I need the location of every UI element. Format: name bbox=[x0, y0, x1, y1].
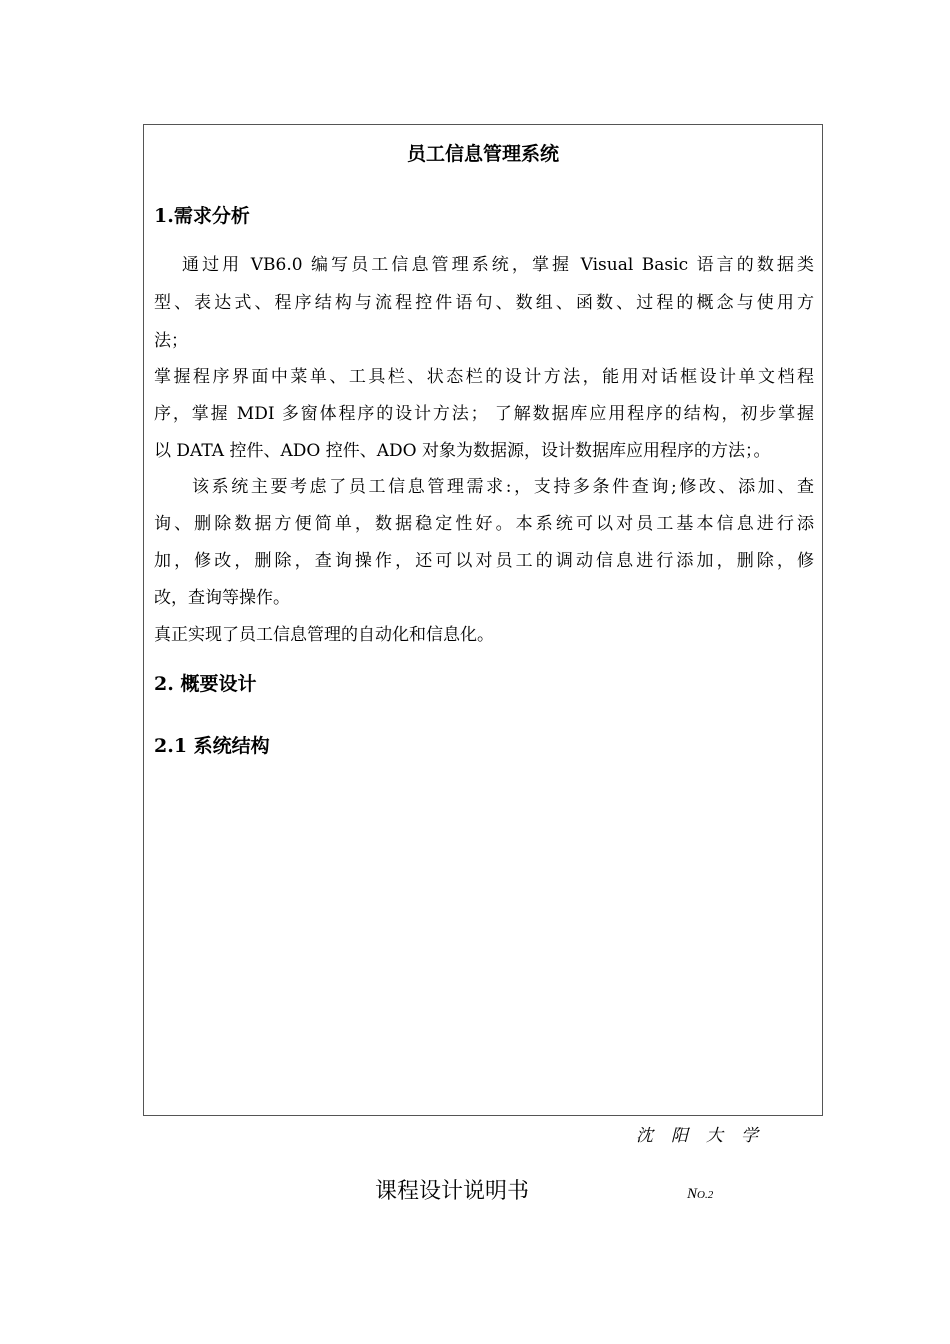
document-title: 员工信息管理系统 bbox=[406, 143, 559, 165]
document-frame bbox=[143, 124, 823, 1116]
paragraph-line: 改，查询等操作。 bbox=[154, 588, 290, 608]
paragraph-line: 该系统主要考虑了员工信息管理需求:，支持多条件查询;修改、添加、查 bbox=[192, 477, 814, 497]
paragraph-line: 加，修改，删除，查询操作，还可以对员工的调动信息进行添加，删除，修 bbox=[154, 551, 814, 571]
paragraph-line: 掌握程序界面中菜单、工具栏、状态栏的设计方法，能用对话框设计单文档程 bbox=[154, 367, 814, 387]
paragraph-line: 询、删除数据方便简单，数据稳定性好。本系统可以对员工基本信息进行添 bbox=[154, 514, 814, 534]
page-number-prefix: N bbox=[687, 1186, 698, 1202]
subsection-heading-structure: 2.1 系统结构 bbox=[154, 735, 270, 757]
paragraph-line: 型、表达式、程序结构与流程控件语句、数组、函数、过程的概念与使用方 bbox=[154, 293, 814, 313]
paragraph-line: 序，掌握 MDI 多窗体程序的设计方法； 了解数据库应用程序的结构，初步掌握 bbox=[154, 404, 814, 424]
section-heading-design: 2. 概要设计 bbox=[154, 673, 257, 695]
paragraph-line: 通过用 VB6.0 编写员工信息管理系统，掌握 Visual Basic 语言的数据类 bbox=[182, 255, 814, 275]
page-number bbox=[687, 1186, 713, 1203]
paragraph-line: 真正实现了员工信息管理的自动化和信息化。 bbox=[154, 625, 494, 645]
paragraph-line: 法； bbox=[154, 331, 188, 351]
course-design-title: 课程设计说明书 bbox=[375, 1179, 530, 1204]
page-number-suffix: O.2 bbox=[697, 1189, 714, 1201]
paragraph-line: 以 DATA 控件、ADO 控件、ADO 对象为数据源，设计数据库应用程序的方法；。 bbox=[154, 441, 771, 461]
section-heading-requirements: 1.需求分析 bbox=[154, 205, 250, 227]
university-name: 沈阳大学 bbox=[636, 1126, 776, 1146]
